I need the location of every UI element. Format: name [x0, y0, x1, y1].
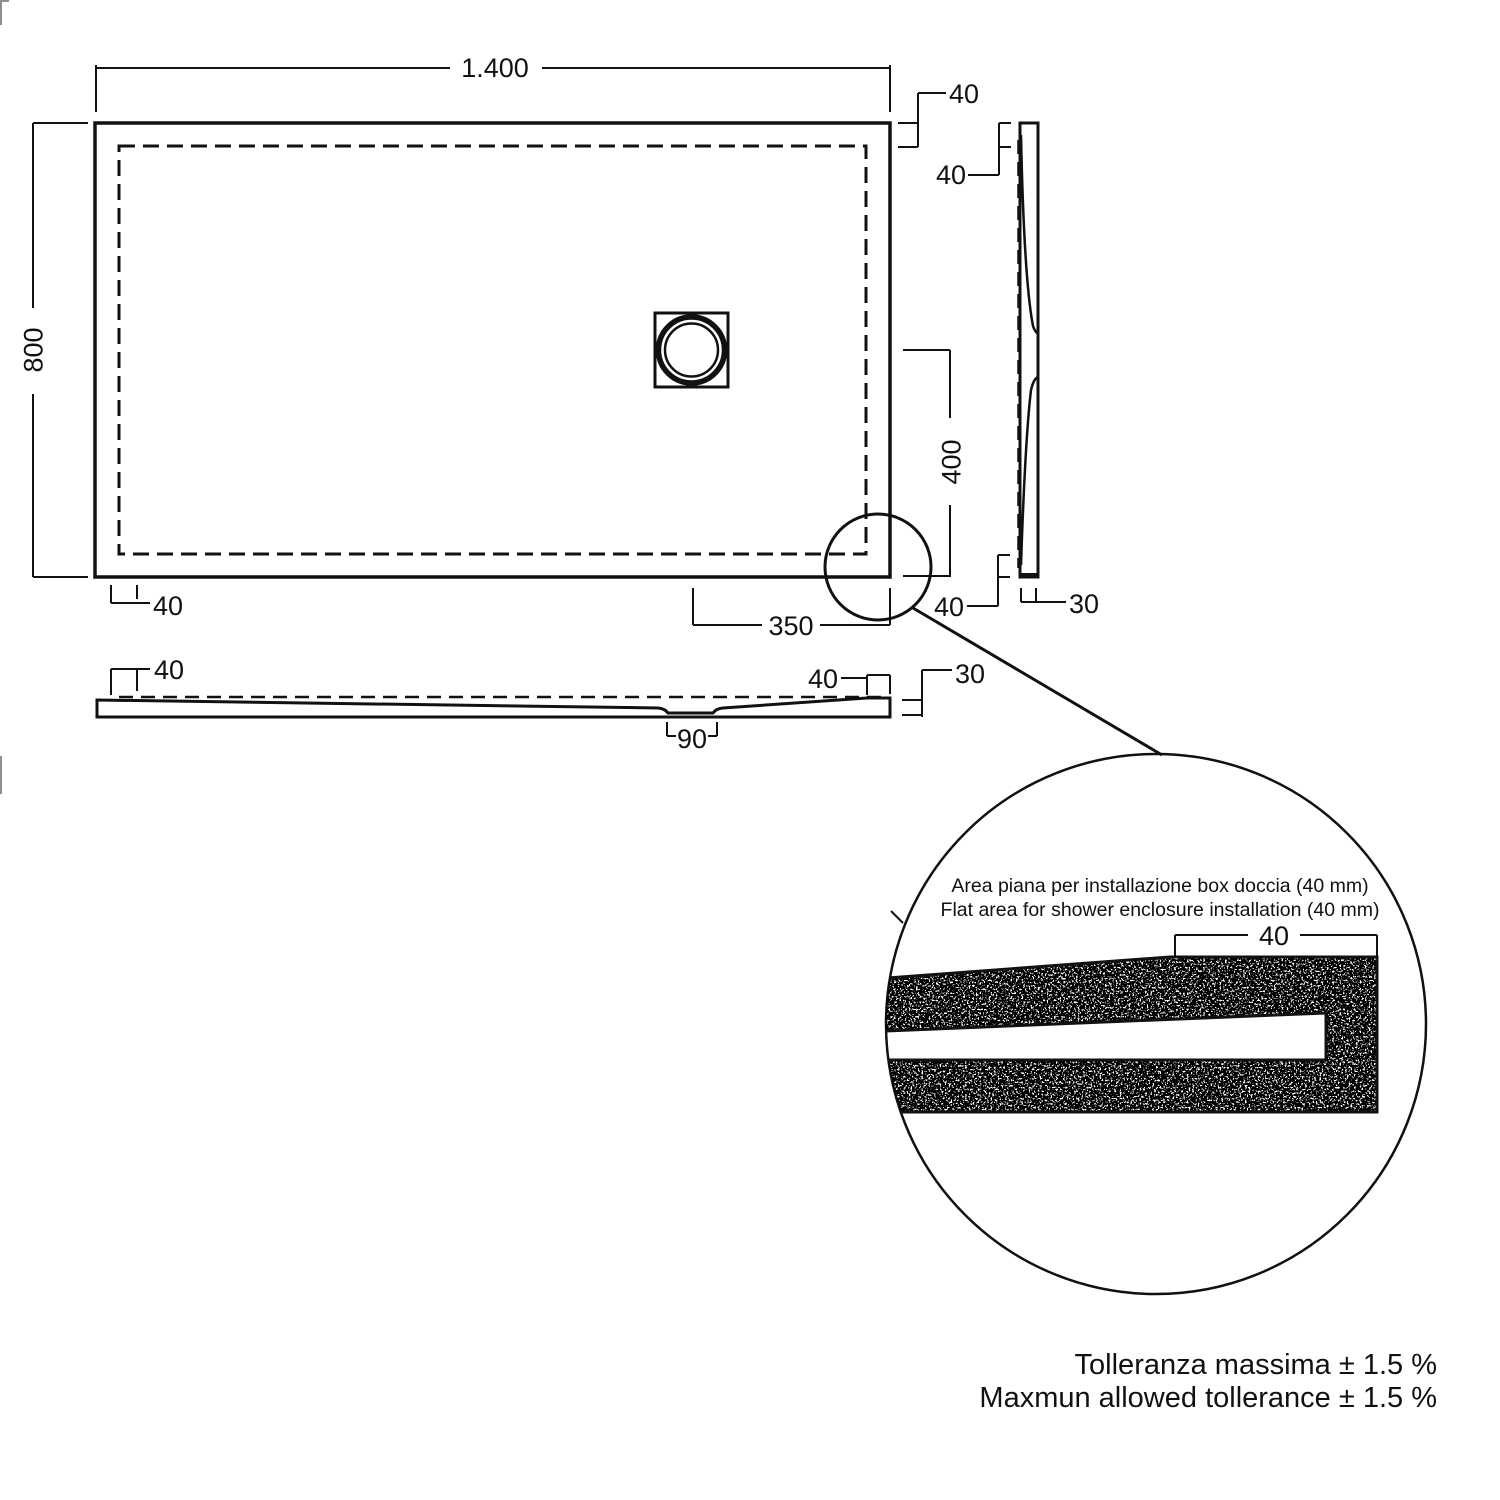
dim-side-thickness-lines [1021, 588, 1066, 602]
dim-rim-bottomright-lines [967, 555, 1010, 606]
dim-front-thickness-lines [902, 670, 952, 717]
detail-circle-tick [891, 911, 903, 923]
dim-front-right-label: 40 [807, 664, 838, 694]
dim-side-rim-lines [968, 123, 1011, 175]
dim-side-rim-label: 40 [935, 160, 967, 190]
front-profile-view [97, 697, 890, 717]
dim-rim-bottomleft-label: 40 [153, 591, 184, 621]
dim-front-left-label: 40 [154, 655, 185, 685]
dim-front-right-lines [841, 675, 890, 695]
detail-note-en: Flat area for shower enclosure installation (40 mm) [940, 899, 1380, 921]
tolerance-note-it: Tolleranza massima ± 1.5 % [1074, 1349, 1437, 1381]
drain-icon [655, 313, 728, 387]
side-floor-slope-lower [1021, 377, 1038, 565]
dim-rim-bottomright-label: 40 [933, 592, 964, 622]
front-outline [97, 698, 890, 717]
dim-front-thickness-label: 30 [955, 659, 986, 689]
dim-rim-topright-label: 40 [949, 79, 980, 109]
dim-rim-bottomleft-lines [111, 585, 150, 603]
dim-drain-recess-label: 90 [676, 724, 708, 754]
cross-section-material-fill [860, 957, 1377, 1112]
tray-flat-rim-hidden-edge [119, 146, 866, 554]
dim-width-label: 1.400 [461, 53, 529, 83]
dim-rim-topright-lines [898, 93, 946, 147]
dim-drain-y-label: 400 [936, 439, 967, 485]
tray-outline [95, 123, 890, 577]
detail-cross-section [860, 957, 1377, 1112]
scan-artifact-lines [0, 0, 9, 794]
tolerance-note-en: Maxmun allowed tollerance ± 1.5 % [979, 1382, 1437, 1414]
detail-source-circle [825, 514, 931, 620]
dim-side-thickness-label: 30 [1069, 589, 1100, 619]
detail-leader-line [913, 608, 1162, 755]
plan-view [95, 123, 890, 577]
dim-detail-flat-label: 40 [1258, 921, 1290, 951]
side-profile-view [1019, 123, 1040, 577]
side-floor-slope-upper [1021, 135, 1038, 334]
dim-height-label: 800 [18, 327, 49, 373]
dim-front-left-lines [111, 669, 150, 695]
detail-note-it: Area piana per installazione box doccia (40 mm) [951, 875, 1369, 897]
dim-drain-x-label: 350 [768, 611, 814, 641]
